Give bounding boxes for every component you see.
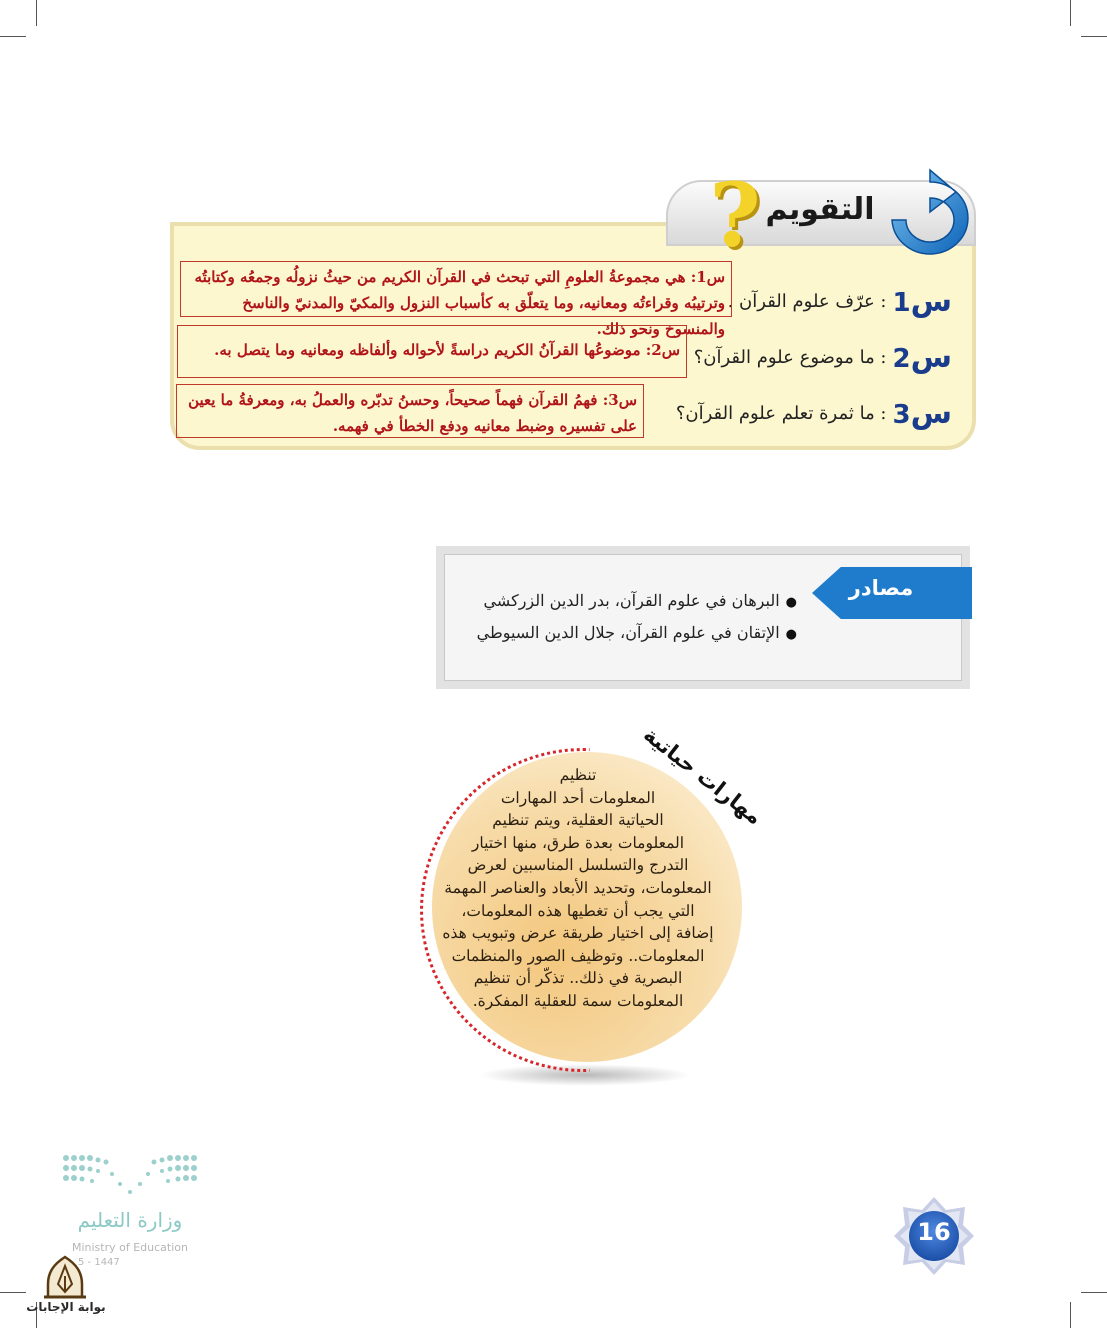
page-number: 16 [917, 1218, 951, 1246]
skill-line: المعلومات.. وتوظيف الصور والمنظمات [451, 946, 705, 965]
question-badge-icon: س1 [892, 284, 952, 319]
circular-arrow-icon [880, 168, 980, 260]
answer-box-2: س2: موضوعُها القرآنُ الكريم دراسةً لأحواله وألفاظه ومعانيه وما يتصل به. [177, 325, 687, 378]
question-label: س1: عرّف علوم القرآن . [727, 284, 952, 319]
bullet-icon: ● [785, 627, 797, 642]
skill-line: البصرية في ذلك.. تذكّر أن تنظيم [473, 969, 683, 988]
ministry-name-arabic: وزارة التعليم [77, 1208, 183, 1232]
pen-nib-icon [40, 1254, 90, 1300]
skill-line: التدرج والتسلسل المناسبين لعرض [467, 856, 689, 875]
crop-mark [1081, 1292, 1107, 1293]
bullet-icon: ● [785, 595, 797, 610]
crop-mark [1081, 36, 1107, 37]
source-item: ●الإتقان في علوم القرآن، جلال الدين السيوطي [476, 623, 797, 642]
question-label: س3: ما ثمرة تعلم علوم القرآن؟ [675, 396, 952, 431]
question-label: س2: ما موضوع علوم القرآن؟ [693, 340, 952, 375]
life-skills-text [432, 764, 724, 1013]
skill-line: المعلومات بعدة طرق، منها اختيار [471, 833, 685, 852]
skill-line: تنظيم [559, 766, 597, 784]
crop-mark [0, 36, 26, 37]
question-badge-icon: س2 [892, 340, 952, 375]
question-badge-icon: س3 [892, 396, 952, 431]
answer-box-3: س3: فهمُ القرآن فهماً صحيحاً، وحسنُ تدبّره والعملُ به، ومعرفةُ ما يعين على تفسيره وضبط معانيه ودفع الخطأ في فهمه. [176, 384, 644, 438]
portal-name: بوابة الإجابات [26, 1300, 106, 1314]
crop-mark [1070, 0, 1071, 26]
skill-line: المعلومات سمة للعقلية المفكرة. [472, 991, 684, 1010]
skill-line: إضافة إلى اختيار طريقة عرض وتبويب هذه [442, 924, 714, 943]
answer-box-1: س1: هي مجموعةُ العلومِ التي تبحث في القرآن الكريم من حيثُ نزولُه وجمعُه وكتابتُه وترتيبُه وقراءتُه ومعانيه، وما يتعلّق به كأسباب النزول والمكيّ والمدنيّ والناسخ والمنسوخ ونحو ذلك. [180, 261, 732, 317]
crop-mark [36, 0, 37, 26]
skill-line: المعلومات، وتحديد الأبعاد والعناصر المهمة [444, 878, 712, 897]
life-skills-heading: مهارات حياتية [639, 722, 767, 830]
assessment-title: التقويم [765, 192, 875, 227]
crop-mark [0, 1292, 26, 1293]
skill-line: المعلومات أحد المهارات [500, 788, 656, 807]
dots-logo-icon [62, 1154, 198, 1196]
crop-mark [1070, 1302, 1071, 1328]
academic-year: 5 - 1447 [78, 1257, 120, 1268]
ministry-name-english: Ministry of Education [71, 1241, 188, 1254]
sources-title: مصادر [848, 576, 914, 600]
skill-line: التي يجب أن تغطيها هذه المعلومات، [461, 901, 695, 920]
source-item: ●البرهان في علوم القرآن، بدر الدين الزركشي [483, 591, 797, 610]
question-mark-icon: ? [709, 163, 761, 267]
skill-line: الحياتية العقلية، ويتم تنظيم [492, 811, 664, 830]
